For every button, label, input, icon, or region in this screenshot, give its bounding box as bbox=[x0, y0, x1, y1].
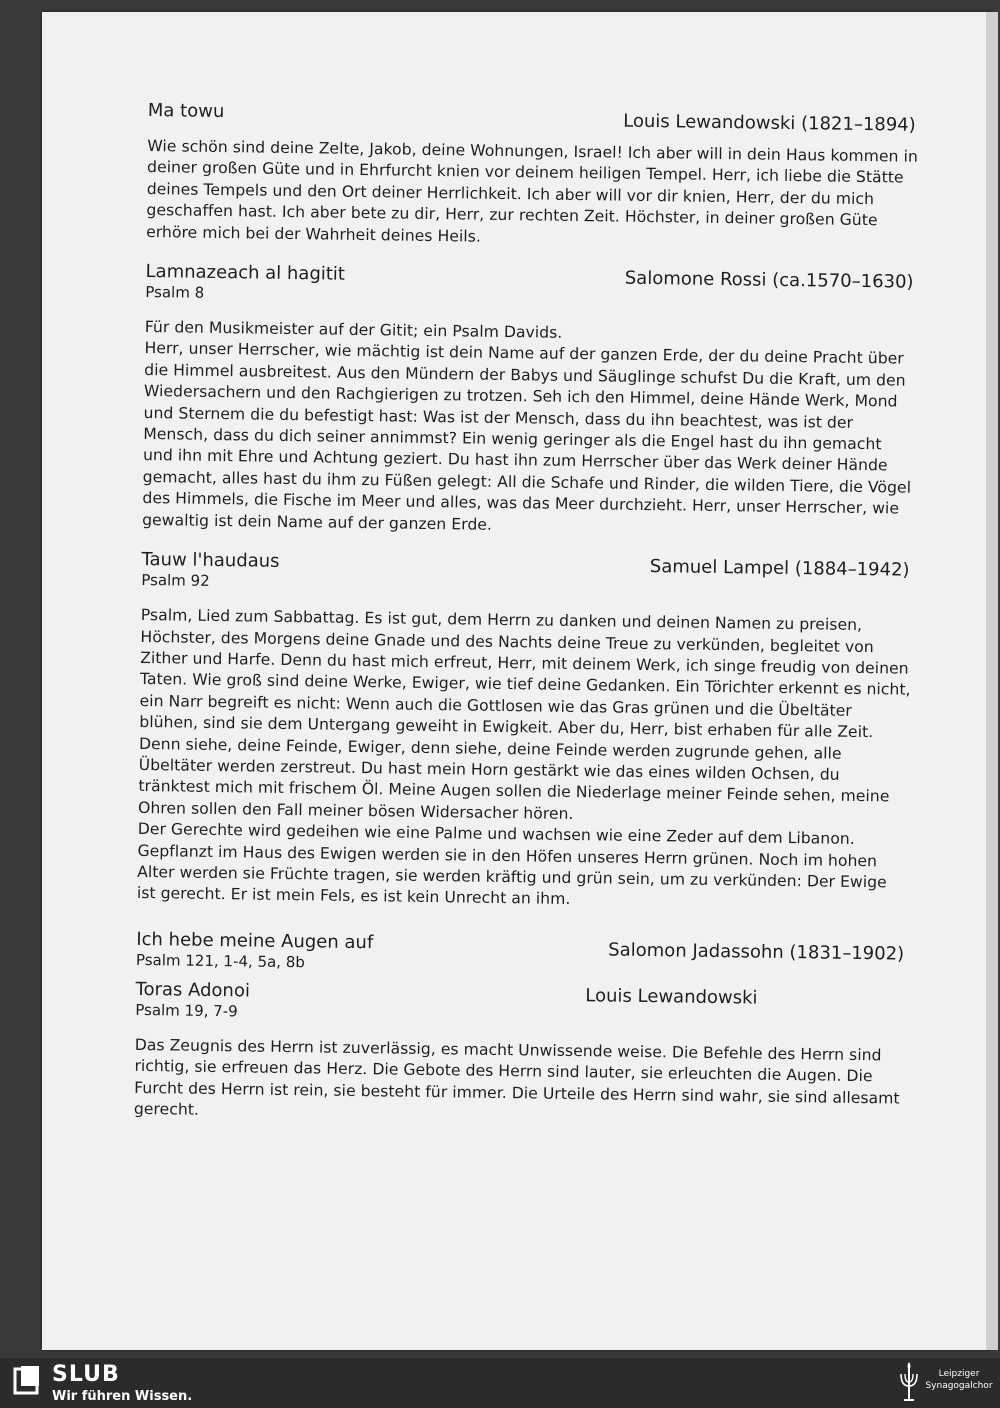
piece-toras-adonoi bbox=[134, 979, 908, 1131]
piece-title: Lamnazeach al hagitit bbox=[145, 261, 346, 285]
piece-psalm: Psalm 8 bbox=[145, 283, 205, 302]
piece-text bbox=[142, 317, 917, 542]
piece-header bbox=[141, 549, 913, 600]
slub-tagline: Wir führen Wissen. bbox=[52, 1389, 193, 1404]
piece-title-block bbox=[141, 549, 279, 591]
piece-header bbox=[136, 929, 908, 980]
piece-lamnazeach bbox=[142, 261, 918, 542]
piece-text-line: Für den Musikmeister auf der Gitit; ein Psalm Davids. bbox=[144, 318, 563, 342]
piece-ich-hebe bbox=[136, 929, 908, 980]
piece-header bbox=[145, 261, 917, 312]
piece-title-block bbox=[145, 261, 345, 304]
piece-title-block bbox=[136, 929, 374, 972]
slub-name: SLUB bbox=[52, 1362, 120, 1387]
choir-name bbox=[922, 1368, 996, 1392]
piece-text: Wie schön sind deine Zelte, Jakob, deine Wohnungen, Israel! Ich aber will in dein Haus kommen in deiner großen Güte und in Ehrfurcht knien vor deinem heiligen Tempel. Herr, ich liebe die Stätte deines Tempels und den Ort deiner Herrlichkeit. Ich aber will vor dir knien, Herr, der du mich geschaffen hast. Ich aber bete zu dir, Herr, zur rechten Zeit. Höchster, in deiner großen Güte erhöre mich bei der Wahrheit deines Heils. bbox=[146, 136, 919, 246]
piece-tauw-lhaudaus bbox=[137, 549, 914, 915]
piece-psalm: Psalm 92 bbox=[141, 571, 210, 591]
piece-composer: Louis Lewandowski bbox=[585, 984, 758, 1009]
slub-logo-icon bbox=[12, 1366, 42, 1396]
menorah-logo-icon bbox=[896, 1360, 922, 1404]
piece-psalm: Psalm 121, 1-4, 5a, 8b bbox=[135, 950, 305, 972]
piece-header bbox=[135, 979, 907, 1030]
program-content bbox=[134, 100, 920, 1149]
viewer-footer bbox=[0, 1358, 1000, 1408]
piece-text: Das Zeugnis des Herrn ist zuverlässig, es macht Unwissende weise. Die Befehle des Herrn sind richtig, sie erfreuen das Herz. Die Gebote des Herrn sind lauter, sie erleuchten die Augen. Die Furcht des Herrn ist rein, sie besteht für immer. Die Urteile des Herrn sind wahr, sie sind allesamt gerecht. bbox=[133, 1035, 900, 1119]
piece-title: Ich hebe meine Augen auf bbox=[136, 928, 374, 954]
piece-composer: Samuel Lampel (1884–1942) bbox=[649, 556, 910, 581]
piece-title: Ma towu bbox=[147, 100, 225, 123]
piece-composer: Louis Lewandowski (1821–1894) bbox=[623, 110, 916, 136]
piece-title-block bbox=[148, 100, 225, 123]
piece-title: Tauw l'haudaus bbox=[141, 549, 280, 572]
piece-ma-towu bbox=[146, 100, 920, 254]
piece-text-line: Der Gerechte wird gedeihen wie eine Palme und wachsen wie eine Zeder auf dem Libanon. Gepflanzt im Haus des Ewigen werden sie in den Höfen unseres Herrn grünen. Noch im hohen Alter werden sie Früchte tragen, sie werden kräftig und grün sein, um zu verkünden: Der Ewige ist gerecht. Er ist mein Fels, es ist kein Unrecht an ihm. bbox=[136, 820, 887, 909]
choir-name-line2: Synagogalchor bbox=[925, 1381, 993, 1391]
piece-text-line: Herr, unser Herrscher, wie mächtig ist dein Name auf der ganzen Erde, der du deine Pracht über die Himmel ausbreitest. Aus den Mündern der Babys und Säuglinge schufst Du die Kraft, um den Wiedersachern und den Rachgierigen zu trotzen. Seh ich den Himmel, deine Hände Werk, Mond und Sternem die du befestigt hast: Was ist der Mensch, dass du ihn beachtest, was ist der Mensch, dass du dich seiner annimmst? Ein wenig geringer als die Engel hast du ihn gemacht und ihn mit Ehre und Achtung geziert. Du hast ihn zum Herrscher über das Werk deiner Hände gemacht, alles hast du ihm zu Füßen gelegt: All die Schafe und Rinder, die wilden Tiere, die Vögel des Himmels, die Fische im Meer und alles, was das Meer durchzieht. Herr, unser Herrscher, wie gewaltig ist dein Name auf der ganzen Erde. bbox=[142, 339, 912, 534]
piece-title: Toras Adonoi bbox=[135, 978, 251, 1002]
paper-edge bbox=[986, 12, 998, 1350]
piece-text bbox=[137, 605, 913, 915]
piece-psalm: Psalm 19, 7-9 bbox=[135, 1000, 238, 1021]
piece-composer: Salomon Jadassohn (1831–1902) bbox=[608, 939, 905, 965]
choir-name-line1: Leipziger bbox=[938, 1369, 980, 1379]
piece-composer: Salomone Rossi (ca.1570–1630) bbox=[624, 267, 914, 293]
piece-title-block bbox=[135, 979, 250, 1021]
piece-text-line: Psalm, Lied zum Sabbattag. Es ist gut, dem Herrn zu danken und deinen Namen zu preisen, Höchster, des Morgens deine Gnade und des Nachts deine Treue zu verkünden, begleitet von Zither und Harfe. Denn du hast mich erfreut, Herr, mit deinem Werk, ich singe freudig von deinen Taten. Wie groß sind deine Werke, Ewiger, wie tief deine Gedanken. Ein Törichter erkennt es nicht, ein Narr begreift es nicht: Wenn auch die Gottlosen wie das Gras grünen und die Übeltäter blühen, sind sie dem Untergang geweiht in Ewigkeit. Aber du, Herr, bist erhaben für alle Zeit. Denn siehe, deine Feinde, Ewiger, denn siehe, deine Feinde werden zugrunde gehen, alle Übeltäter werden zerstreut. Du hast mein Horn gestärkt wie das eines wilden Ochsen, du tränktest mich mit frischem Öl. Meine Augen sollen die Niederlage meiner Feinde sehen, meine Ohren sollen den Fall meiner bösen Widersacher hören. bbox=[137, 606, 911, 823]
